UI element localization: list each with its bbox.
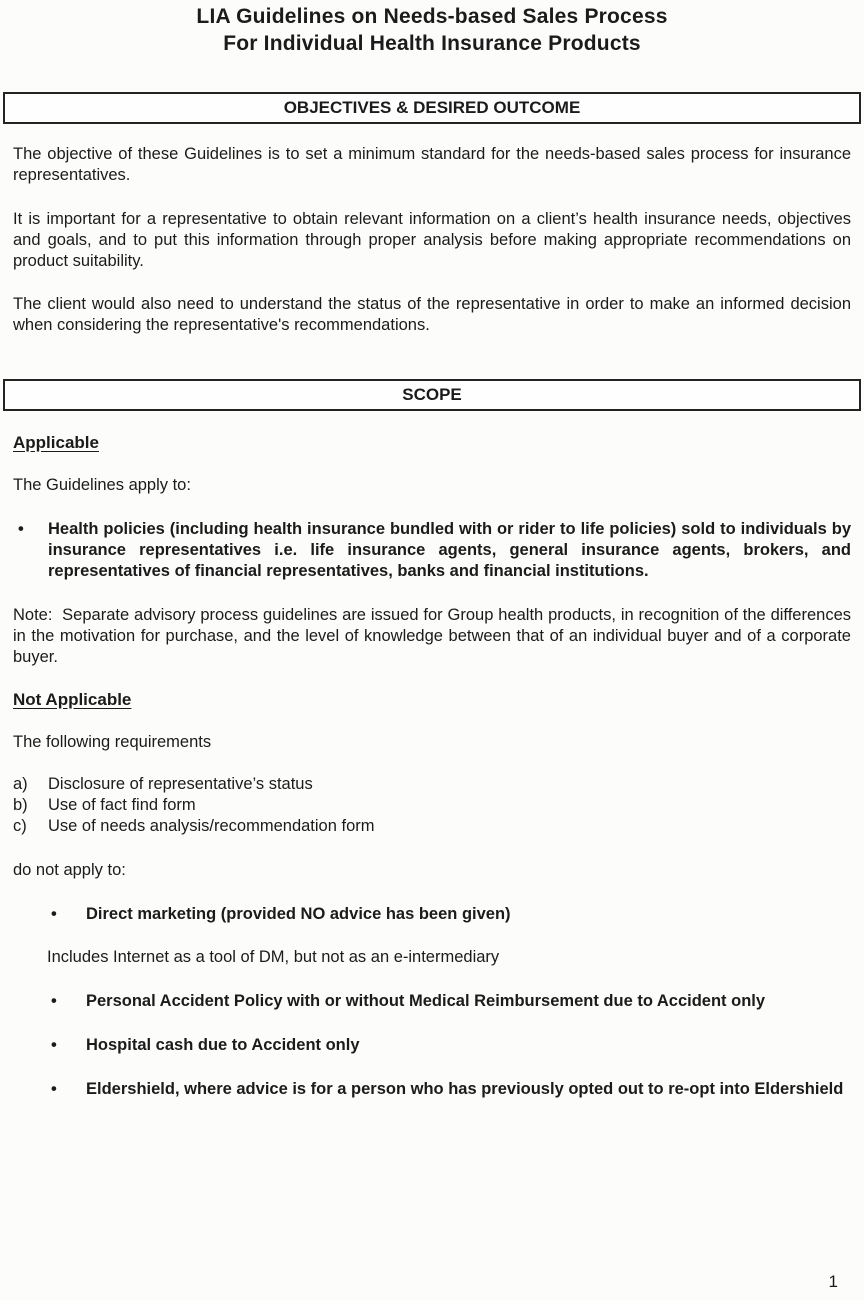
exclusion-item-personal-accident (13, 991, 851, 1012)
document-title-line2: For Individual Health Insurance Products (223, 32, 641, 55)
requirement-marker-c: c) (13, 817, 27, 835)
document-title (0, 0, 864, 57)
applicable-intro: The Guidelines apply to: (13, 476, 191, 494)
bullet-icon: • (51, 992, 57, 1010)
objectives-paragraph-2: It is important for a representative to obtain relevant information on a client’s health insurance needs, objectives and goals, and to put this information through proper analysis before making appropriate recommendations on product suitability. (13, 210, 851, 270)
objectives-section (13, 144, 851, 336)
exclusion-text-personal-accident: Personal Accident Policy with or without Medical Reimbursement due to Accident only (86, 992, 766, 1010)
section-header-scope (3, 379, 861, 411)
objectives-paragraph-3: The client would also need to understand the status of the representative in order to make an informed decision when considering the representative's recommendations. (13, 295, 851, 334)
requirement-marker-a: a) (13, 775, 28, 793)
scope-section (13, 432, 856, 1100)
applicable-bullet-item (13, 519, 851, 582)
not-applicable-intro: The following requirements (13, 733, 212, 751)
bullet-icon: • (51, 905, 57, 923)
bullet-icon: • (51, 1080, 57, 1098)
document-title-line1: LIA Guidelines on Needs-based Sales Process (196, 5, 668, 28)
applicable-bullet-text: Health policies (including health insurance bundled with or rider to life policies) sold to individuals by insurance representatives i.e. life insurance agents, general insurance agents, brokers, and representatives of financial representatives, banks and financial institutions. (48, 520, 851, 580)
exclusion-text-hospital-cash: Hospital cash due to Accident only (86, 1036, 360, 1054)
exclusion-text-eldershield: Eldershield, where advice is for a person who has previously opted out to re-opt into Eldershield (86, 1080, 844, 1098)
not-applicable-heading: Not Applicable (13, 690, 132, 709)
objectives-paragraph-1: The objective of these Guidelines is to set a minimum standard for the needs-based sales process for insurance representatives. (13, 145, 851, 184)
applicable-heading: Applicable (13, 433, 99, 452)
requirement-marker-b: b) (13, 796, 28, 814)
requirement-item-a (13, 774, 851, 795)
requirement-text-c: Use of needs analysis/recommendation form (48, 817, 375, 835)
not-applicable-outro: do not apply to: (13, 861, 126, 879)
section-header-objectives-label: OBJECTIVES & DESIRED OUTCOME (283, 98, 581, 117)
requirement-item-c (13, 816, 851, 837)
page-number: 1 (828, 1272, 838, 1291)
bullet-icon: • (18, 520, 24, 538)
exclusion-item-direct-marketing (13, 904, 851, 925)
section-header-scope-label: SCOPE (402, 385, 462, 404)
group-health-note: Note: Separate advisory process guidelines are issued for Group health products, in recognition of the differences in the motivation for purchase, and the level of knowledge between that of an individual buyer and of a corporate buyer. (13, 606, 856, 666)
requirement-text-b: Use of fact find form (48, 796, 196, 814)
internet-dm-note: Includes Internet as a tool of DM, but not as an e-intermediary (47, 948, 500, 966)
bullet-icon: • (51, 1036, 57, 1054)
requirements-list (13, 774, 851, 837)
exclusion-item-eldershield (13, 1079, 851, 1100)
exclusion-item-hospital-cash (13, 1035, 851, 1056)
section-header-objectives (3, 92, 861, 124)
exclusion-text-direct-marketing: Direct marketing (provided NO advice has been given) (86, 905, 511, 923)
requirement-item-b (13, 795, 851, 816)
requirement-text-a: Disclosure of representative’s status (48, 775, 313, 793)
